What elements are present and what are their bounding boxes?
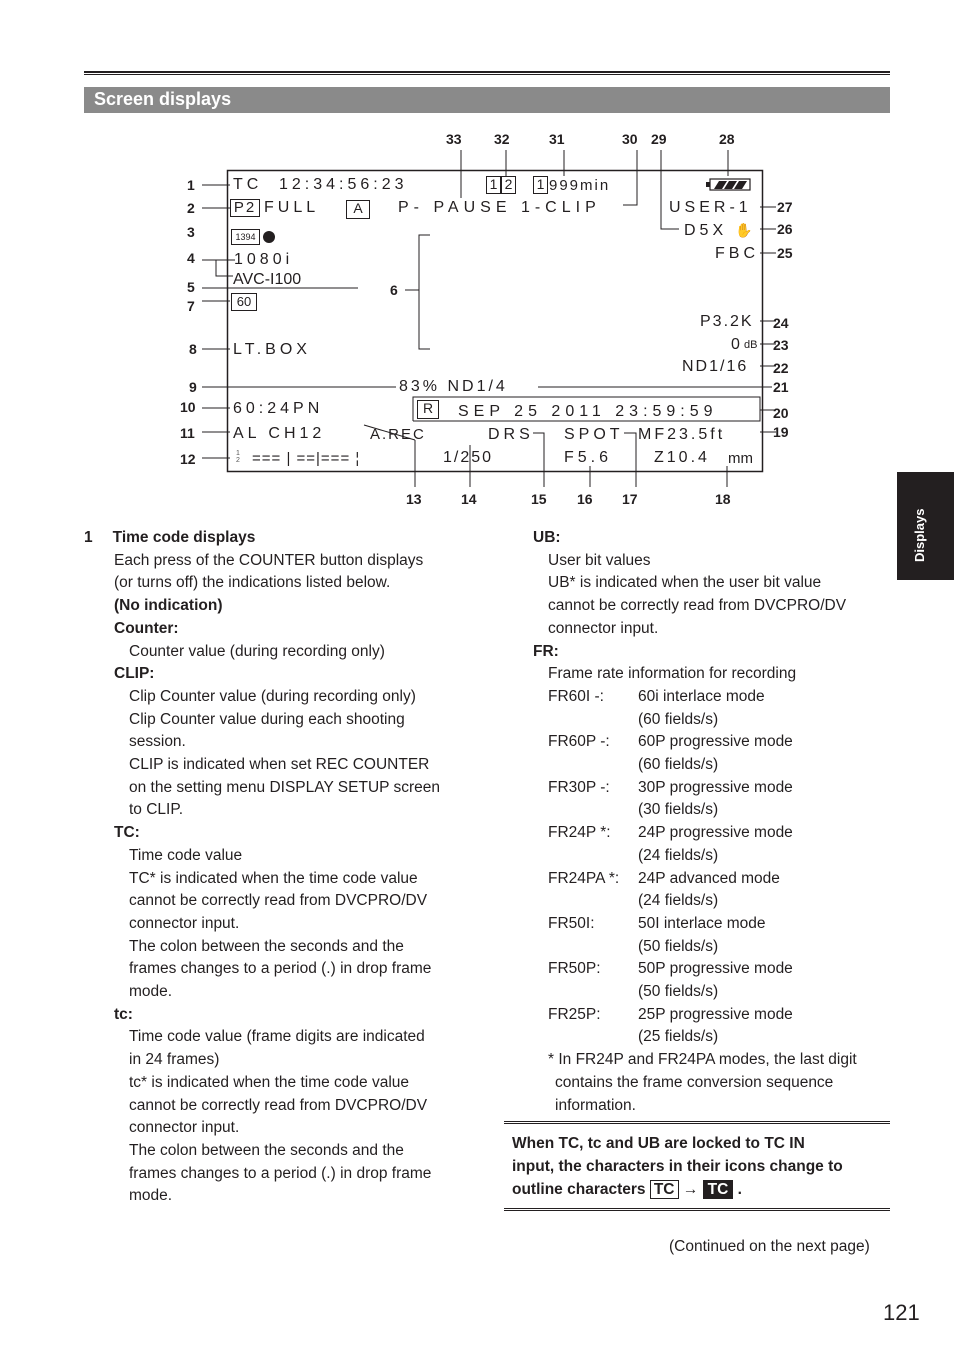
callout-7: 7 [187,298,195,314]
fbc-label: FBC [715,245,759,262]
fr-mode-desc: 24P progressive mode [638,824,793,842]
d5x-label: D5X [684,222,728,239]
r-box: R [417,400,439,419]
clip-heading: CLIP: [114,665,155,683]
counter-text: Counter value (during recording only) [129,642,385,660]
fr-mode-row [533,777,893,800]
resolution-label: 1080i [234,251,294,268]
note-line: When TC, tc and UB are locked to TC IN [512,1135,805,1152]
callout-3: 3 [187,224,195,240]
tc-text: cannot be correctly read from DVCPRO/DV [129,892,428,910]
callout-8: 8 [189,341,197,357]
callout-23: 23 [773,337,789,353]
tc-lower-heading: tc: [114,1005,133,1023]
fr-mode-desc: 50I interlace mode [638,914,766,932]
fr-mode-key: FR25P: [548,1005,601,1023]
fr-mode-row [533,868,893,891]
callout-17: 17 [622,491,638,507]
ltbox-label: LT.BOX [233,341,311,358]
clip-text: to CLIP. [129,801,184,819]
callout-20: 20 [773,405,789,421]
callout-26: 26 [777,221,793,237]
clip-text: Clip Counter value during each shooting [129,710,405,728]
fr-mode-desc: 24P advanced mode [638,869,780,887]
fr-mode-rate: (24 fields/s) [638,892,719,910]
fr-intro: Frame rate information for recording [548,665,797,683]
callout-24: 24 [773,315,789,331]
callout-4: 4 [187,250,195,266]
mf-label: MF23.5ft [638,426,726,443]
callout-28: 28 [719,131,735,147]
a-box: A [346,200,370,219]
fr-footnote: * In FR24P and FR24PA modes, the last digit [548,1051,857,1069]
fr-mode-rate: (25 fields/s) [638,1028,719,1046]
spot-label: SPOT [564,426,624,443]
tc-lower-text: tc* is indicated when the time code value [129,1073,410,1091]
ub-text: connector input. [548,619,659,637]
fr-mode-row [533,822,893,845]
arrow-icon: → [682,1181,699,1198]
callout-11: 11 [180,425,195,441]
callout-2: 2 [187,200,195,216]
fr-mode-row [533,731,893,754]
fr-footnote: contains the frame conversion sequence [555,1073,834,1091]
p2-box: P2 [230,199,260,217]
remain-box: 1 [533,176,548,194]
tc-label: TC [233,176,263,193]
item-number: 1 [84,529,93,546]
ub-heading: UB: [533,529,561,546]
codec-label: AVC-I100 [233,271,302,288]
tc-text: TC* is indicated when the time code value [129,869,418,887]
remain-time: 999min [549,177,611,194]
fr-mode-key: FR30P -: [548,778,610,796]
slot1-box: 1 [486,176,501,194]
tc-lower-text: connector input. [129,1119,240,1137]
right-column [533,527,893,1117]
no-indication-heading: (No indication) [114,597,223,615]
channel-indicator-icon: 1 2 [236,450,240,464]
drs-label: DRS [488,426,534,443]
item-title: Time code displays [112,529,256,546]
tc-lower-text: Time code value (frame digits are indicated [129,1028,425,1046]
fr-footnote: information. [555,1096,636,1114]
tc-outline-icon: TC [650,1180,679,1199]
record-dot-icon [263,231,275,243]
note-line-text: outline characters [512,1181,646,1198]
audio-channel-label: AL CH12 [233,425,326,442]
callout-25: 25 [777,245,793,261]
callout-18: 18 [715,491,731,507]
fr-mode-row [533,913,893,936]
callout-16: 16 [577,491,593,507]
slot2-box: 2 [501,176,516,194]
continued-note: (Continued on the next page) [669,1238,870,1255]
note-text [512,1132,887,1201]
tc-text: connector input. [129,914,240,932]
item-heading [84,527,484,550]
clip-text: CLIP is indicated when set REC COUNTER [129,756,430,774]
fr-mode-key: FR24PA *: [548,869,620,887]
callout-33: 33 [446,131,462,147]
fr-mode-row [533,1004,893,1027]
callout-14: 14 [461,491,477,507]
clip-text: on the setting menu DISPLAY SETUP screen [129,778,441,796]
callout-32: 32 [494,131,510,147]
note-line [512,1178,887,1201]
left-column [84,527,484,1208]
iris-label: F5.6 [564,449,613,466]
callout-22: 22 [773,360,789,376]
tc-text: The colon between the seconds and the [129,937,404,955]
clip-text: Clip Counter value (during recording only) [129,687,416,705]
user-label: USER-1 [669,199,752,216]
zoom-label: Z10.4 [654,449,710,466]
callout-21: 21 [773,379,789,395]
callout-27: 27 [777,199,793,215]
callout-15: 15 [531,491,547,507]
stabilizer-icon: ✋ [735,222,753,238]
fr-mode-desc: 30P progressive mode [638,778,793,796]
screen-display-diagram [0,0,954,520]
p32k-label: P3.2K [700,313,754,330]
fr-mode-key: FR60I -: [548,687,604,705]
frame-rate-box: 60 [231,293,257,311]
fr-mode-row [533,686,893,709]
fr-mode-desc: 60i interlace mode [638,687,765,705]
audio-meter: === | ==|=== ¦ [252,450,361,467]
timecode-value: 12:34:56:23 [279,176,408,193]
ieee1394-box: 1394 [231,229,260,245]
fr-mode-rate: (30 fields/s) [638,801,719,819]
fr-mode-key: FR50I: [548,914,595,932]
callout-1: 1 [187,177,195,193]
tc-text: mode. [129,983,173,1001]
full-label: FULL [264,199,320,216]
gain-unit: dB [744,339,758,351]
fr-mode-row [533,958,893,981]
fr-mode-rate: (50 fields/s) [638,983,719,1001]
tc-lower-text: frames changes to a period (.) in drop frame [129,1164,432,1182]
pulldown-label: 60:24PN [233,400,324,417]
intro-line: (or turns off) the indications listed below. [114,574,391,592]
intro-line: Each press of the COUNTER button displays [114,551,424,569]
fr-mode-rate: (60 fields/s) [638,710,719,728]
fr-mode-desc: 60P progressive mode [638,733,793,751]
fr-mode-desc: 25P progressive mode [638,1005,793,1023]
ub-text: UB* is indicated when the user bit value [548,574,822,592]
fr-mode-key: FR24P *: [548,824,611,842]
gain-value: 0 [731,336,744,353]
side-tab-label: Displays [912,508,927,562]
fr-mode-key: FR60P -: [548,733,610,751]
note-line: input, the characters in their icons change to [512,1158,843,1175]
section-title: Screen displays [94,89,232,109]
tc-lower-text: The colon between the seconds and the [129,1141,404,1159]
p-pause-label: P- PAUSE 1-CLIP [398,199,601,216]
tc-text: Time code value [129,846,243,864]
callout-10: 10 [180,399,196,415]
callout-5: 5 [187,279,195,295]
tc-text: frames changes to a period (.) in drop frame [129,960,432,978]
ub-text: User bit values [548,551,651,569]
fr-heading: FR: [533,642,559,660]
arec-label: A.REC [370,426,426,443]
tc-lower-text: in 24 frames) [129,1051,220,1069]
tc-lower-text: cannot be correctly read from DVCPRO/DV [129,1096,428,1114]
fr-mode-desc: 50P progressive mode [638,960,793,978]
fr-mode-rate: (24 fields/s) [638,846,719,864]
tc-solid-icon: TC [703,1180,734,1199]
nd116-label: ND1/16 [682,358,749,375]
callout-30: 30 [622,131,638,147]
callout-9: 9 [189,379,197,395]
zoom-unit: mm [728,450,753,467]
counter-heading: Counter: [114,619,179,637]
pct-nd-label: 83% ND1/4 [399,378,508,395]
shutter-label: 1/250 [443,449,494,466]
diagram-lines [0,0,954,520]
callout-13: 13 [406,491,422,507]
tc-heading: TC: [114,824,140,842]
fr-mode-rate: (60 fields/s) [638,756,719,774]
fr-mode-rate: (50 fields/s) [638,937,719,955]
note-period: . [737,1181,742,1198]
callout-6: 6 [390,282,398,298]
ub-text: cannot be correctly read from DVCPRO/DV [548,597,847,615]
callout-19: 19 [773,424,789,440]
page-number: 121 [883,1300,920,1325]
clip-text: session. [129,733,186,751]
callout-29: 29 [651,131,667,147]
note-box [504,1121,890,1211]
callout-31: 31 [549,131,565,147]
fr-mode-key: FR50P: [548,960,601,978]
tc-lower-text: mode. [129,1187,173,1205]
datetime-label: SEP 25 2011 23:59:59 [458,403,718,420]
callout-12: 12 [180,451,196,467]
